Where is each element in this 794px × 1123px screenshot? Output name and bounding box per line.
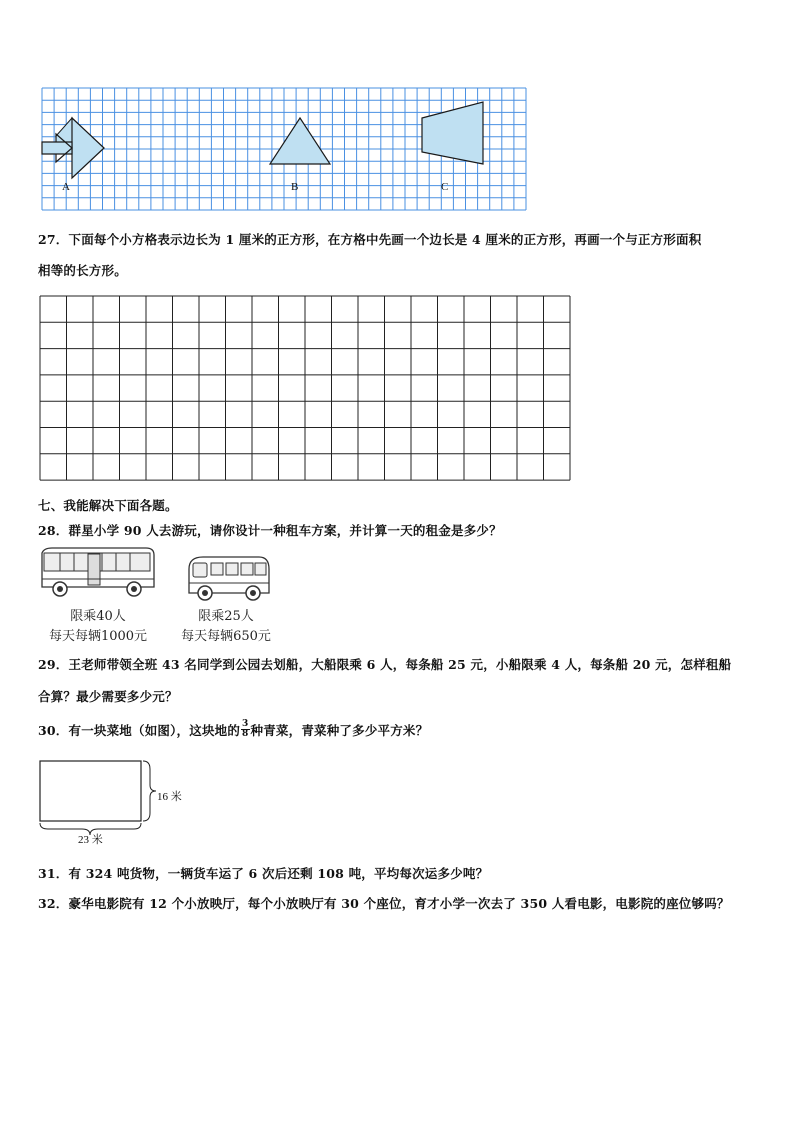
q27-line2: 相等的长方形。: [38, 263, 127, 278]
shape-a-arrow-head: [72, 118, 104, 178]
label-c: C: [441, 181, 449, 193]
bus-small-price: 每天每辆650元: [181, 629, 271, 644]
label-b: B: [291, 181, 299, 193]
drawing-grid[interactable]: [0, 290, 794, 490]
q28-text: 28．群星小学 90 人去游玩，请你设计一种租车方案，并计算一天的租金是多少？: [38, 523, 502, 538]
shape-c-trapezoid: [422, 102, 483, 164]
bus-small-image: [183, 553, 273, 603]
field-height-label: 16 米: [157, 791, 182, 803]
q31-text: 31．有 324 吨货物，一辆货车运了 6 次后还剩 108 吨，平均每次运多少吨？: [38, 866, 489, 881]
bus-large-capacity: 限乘40人: [70, 609, 126, 624]
symmetry-figure-grid: [0, 0, 794, 215]
bus-small-capacity: 限乘25人: [198, 609, 254, 624]
label-a: A: [62, 181, 70, 193]
bus-large-price: 每天每辆1000元: [48, 629, 148, 644]
q30-text-before: 30．有一块菜地（如图），这块地的: [38, 723, 241, 738]
q30-text: [38, 721, 428, 741]
fraction-denominator: 8: [242, 729, 249, 739]
field-width-label: 23 米: [78, 834, 103, 846]
black-grid-lines: [40, 296, 570, 480]
section-7-heading: 七、我能解决下面各题。: [38, 498, 178, 513]
fraction-three-eighths: [241, 720, 249, 739]
q29-line2: 合算？最少需要多少元？: [38, 689, 178, 704]
fraction-numerator: 3: [242, 719, 249, 729]
q27-line1: 27．下面每个小方格表示边长为 1 厘米的正方形，在方格中先画一个边长是 4 厘米的正方形，再画一个与正方形面积: [38, 232, 702, 247]
q29-line1: 29．王老师带领全班 43 名同学到公园去划船，大船限乘 6 人，每条船 25 元，小船限乘 4 人，每条船 20 元，怎样租船: [38, 657, 732, 672]
bus-large-image: [38, 545, 158, 601]
q30-text-after: 种青菜，青菜种了多少平方米？: [250, 723, 429, 738]
q32-text: 32．豪华电影院有 12 个小放映厅，每个小放映厅有 30 个座位，育才小学一次去了 350 人看电影，电影院的座位够吗？: [38, 896, 730, 911]
